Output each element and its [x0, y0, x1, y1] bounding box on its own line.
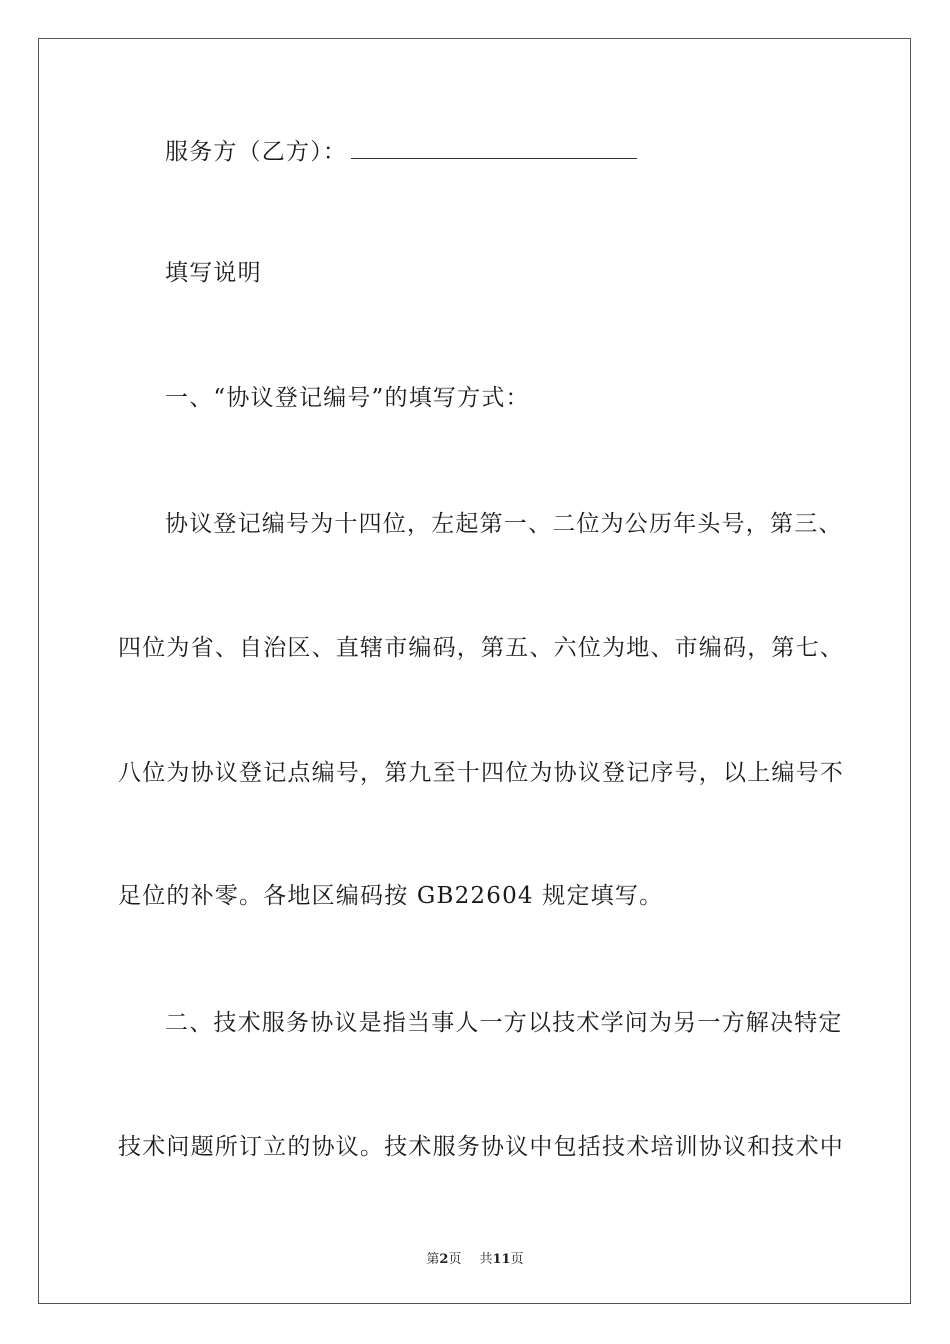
paragraph-2-line-2: 技术问题所订立的协议。技术服务协议中包括技术培训协议和技术中 [118, 1134, 844, 1160]
instructions-heading: 填写说明 [165, 260, 262, 286]
paragraph-1-line-2: 四位为省、自治区、直辖市编码，第五、六位为地、市编码，第七、 [118, 635, 844, 661]
footer-total-prefix: 共 [479, 1252, 493, 1267]
footer-page-suffix: 页 [448, 1252, 462, 1267]
paragraph-2-line-1: 二、技术服务协议是指当事人一方以技术学问为另一方解决特定 [165, 1010, 843, 1036]
party-b-blank-field[interactable] [351, 136, 637, 159]
footer-prefix: 第 [426, 1252, 440, 1267]
footer-total-suffix: 页 [510, 1252, 524, 1267]
page-footer [0, 1248, 950, 1267]
paragraph-1-line-4: 足位的补零。各地区编码按 GB22604 规定填写。 [118, 883, 664, 909]
footer-page-number: 2 [439, 1252, 449, 1267]
paragraph-1-line-1: 协议登记编号为十四位，左起第一、二位为公历年头号，第三、 [165, 511, 843, 537]
footer-total-pages: 11 [492, 1252, 511, 1267]
party-b-label: 服务方（乙方）： [165, 139, 348, 165]
party-b-line [165, 136, 881, 167]
section-1-title: 一、“协议登记编号”的填写方式： [165, 385, 530, 411]
paragraph-1-line-3: 八位为协议登记点编号，第九至十四位为协议登记序号，以上编号不 [118, 760, 844, 786]
page-border [38, 38, 911, 1304]
